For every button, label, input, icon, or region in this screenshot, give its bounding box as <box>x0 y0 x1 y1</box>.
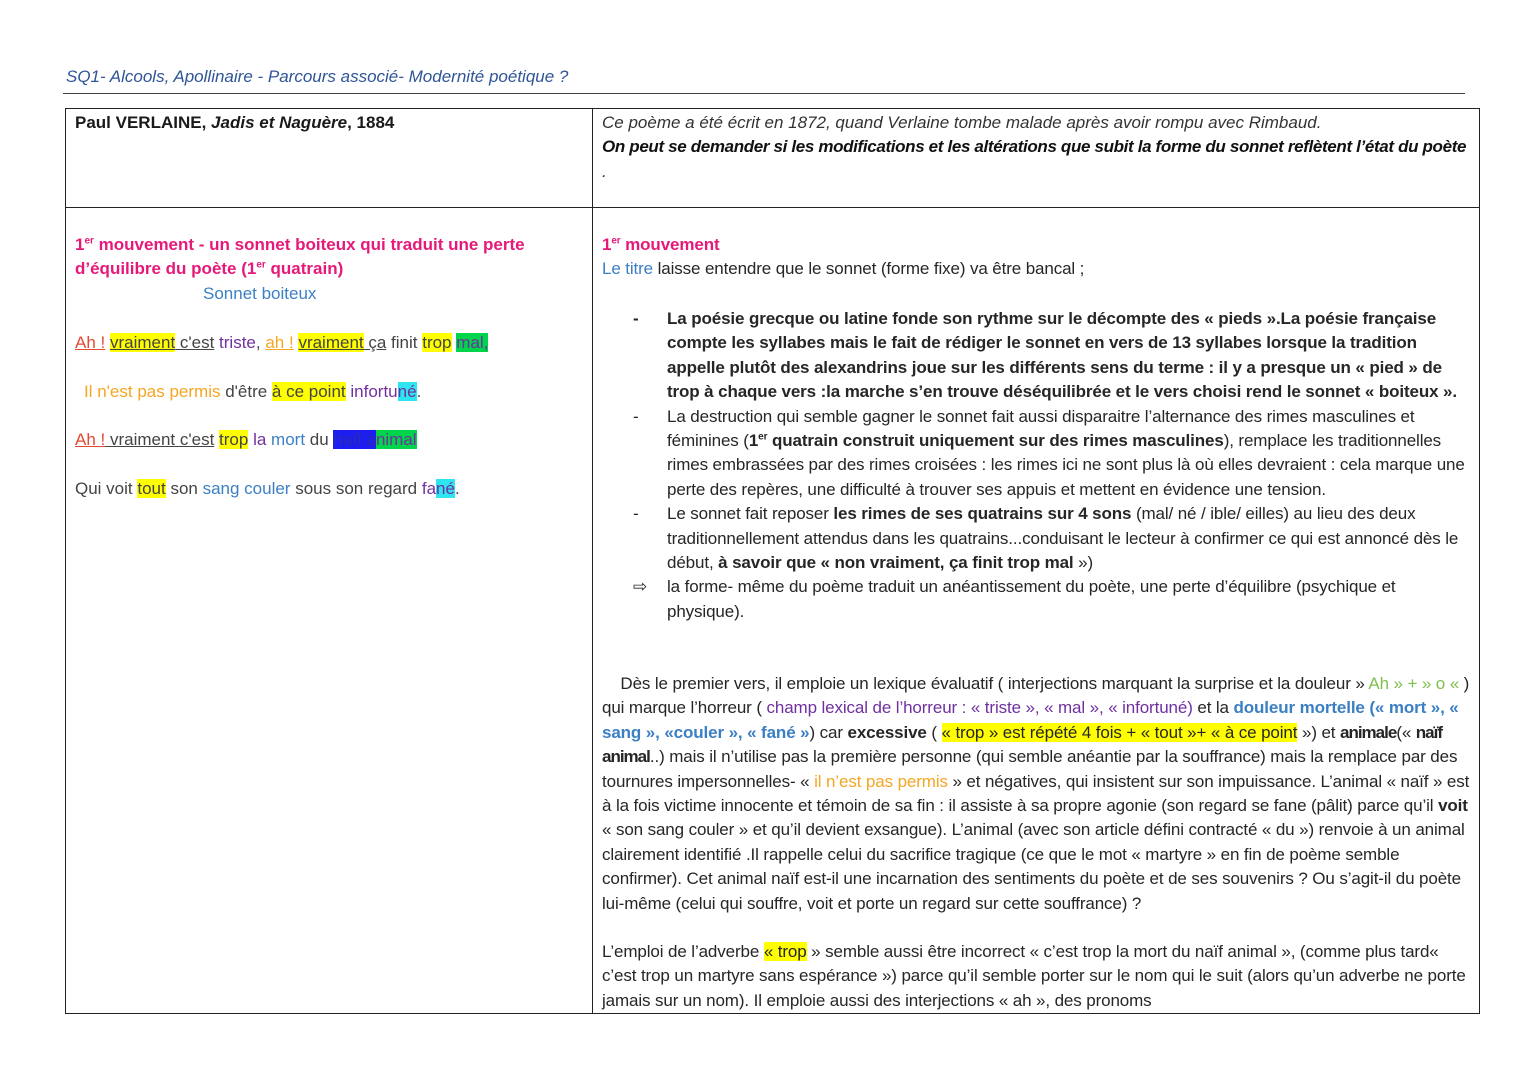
movement-title-sup: er <box>256 259 266 271</box>
title-remark-text: laisse entendre que le sonnet (forme fixe) va être bancal ; <box>653 259 1085 278</box>
movement-number: 1 <box>75 235 85 254</box>
movement-title <box>75 233 595 282</box>
list-item-bold: quatrain construit uniquement sur des rimes masculines <box>767 431 1224 451</box>
verse-word: triste <box>214 333 256 352</box>
verse-word: naïf a <box>333 430 376 449</box>
verse-word: Il n'est pas permis <box>84 382 221 401</box>
list-item <box>602 575 1472 624</box>
para-text: et la <box>1192 698 1234 718</box>
problem-question: On peut se demander si les modifications et les altérations que subit la forme du sonnet reflètent l’état du poète <box>602 137 1467 157</box>
para-text: ..) mais il n’utilise pas la première personne (qui semble anéantie par la souffrance) mais la remplace par des tournures impersonnelles- « <box>602 747 1458 791</box>
movement-title-part-a: mouvement - un sonnet boiteux qui traduit une perte <box>93 235 525 254</box>
verse-word: la <box>248 430 267 449</box>
verse-3 <box>75 428 417 452</box>
subtitle: Sonnet boiteux <box>203 284 317 303</box>
title-remark-label: Le titre <box>602 259 654 278</box>
verse-word: , <box>255 333 266 352</box>
movement-sup: er <box>84 235 94 247</box>
analysis-list <box>602 307 1472 624</box>
list-item-text: ») <box>1073 553 1093 573</box>
verse-word: trop <box>219 430 249 449</box>
analysis-paragraph-1 <box>602 672 1472 916</box>
para-text: ») et <box>1297 722 1340 742</box>
para-bold: excessive <box>847 722 927 742</box>
para-bold: voit <box>1438 796 1468 816</box>
bullet-mark: - <box>633 504 639 524</box>
right-movement-title <box>602 233 720 257</box>
verse-word: ça <box>363 333 387 352</box>
verse-word: à ce point <box>271 382 346 401</box>
verse-word: sous son regard <box>290 479 422 498</box>
para-text: » semble aussi être incorrect « c’est trop la mort du naïf animal », (comme plus tard« c’est trop un martyre sans espérance ») parce qu’il semble porter sur le nom qui le suit (alors qu’un adverbe ne porte jamais sur un nom). Il emploie aussi des interjections « ah », des pronoms <box>602 942 1466 1010</box>
para-bold: naïf animal <box>602 722 1443 767</box>
para-interjections: Ah » + » o « <box>1368 674 1464 693</box>
list-item-text: La destruction qui semble gagner le sonnet fait aussi disparaitre l’alternance des rimes masculines et féminines ( <box>667 406 1415 451</box>
list-item-bold: les rimes de ses quatrains sur 4 sons <box>833 504 1132 524</box>
verse-word: . <box>454 479 460 498</box>
verse-word: c'est <box>175 333 215 352</box>
para-bold: animale <box>1340 722 1397 742</box>
para-text: ) car <box>809 722 848 742</box>
verse-word: son <box>165 479 198 498</box>
course-header: SQ1- Alcools, Apollinaire - Parcours associé- Modernité poétique ? <box>66 67 569 86</box>
movement-title-part-b: d’équilibre du poète (1 <box>75 259 257 279</box>
context-block <box>602 111 1477 184</box>
verse-word: Ah ! <box>75 333 106 352</box>
verse-word: ah ! <box>265 333 294 352</box>
question-dot: . <box>602 161 607 181</box>
verse-word: finit <box>386 333 423 352</box>
para-text: L’emploi de l’adverbe <box>602 942 764 961</box>
para-text: ( <box>926 722 942 742</box>
verse-word: tout <box>137 479 166 498</box>
verse-word: nimal <box>375 430 417 449</box>
verse-word: mal, <box>456 333 489 352</box>
verse-word: né <box>397 382 417 401</box>
work-title: Jadis et Naguère <box>211 113 348 132</box>
verse-word: trop <box>422 333 452 352</box>
para-highlight: « trop <box>763 942 807 961</box>
para-text: (« <box>1396 722 1416 742</box>
verse-word: . <box>416 382 422 401</box>
verse-word: né <box>436 479 455 498</box>
right-movement-number: 1 <box>602 235 612 254</box>
list-item-text: La poésie grecque ou latine fonde son rythme sur le décompte des « pieds ».La poésie française compte les syllabes mais le fait de rédiger le sonnet en vers de 13 syllabes lorsque la tradition appelle plutôt des alexandrins joue sur les différents sens du terme : il y a presque un « pied » de trop à chaque vers :la marche s’en trouve déséquilibrée et le vers choisi rend le sonnet « boiteux ». <box>667 309 1457 402</box>
list-item-text: ), remplace les traditionnelles rimes embrassées par des rimes croisées : les rimes ici ne sont plus là où elles devraient : cela marque une perte des repères, une difficulté à trouver ses appuis et mettent en évidence une tension. <box>667 431 1465 499</box>
verse-word: vraiment <box>109 333 176 352</box>
header-divider <box>63 93 1465 94</box>
right-movement-sup: er <box>611 235 621 247</box>
verse-word: vraiment c'est <box>105 430 215 449</box>
analysis-paragraph-2 <box>602 940 1472 1013</box>
list-item <box>602 307 1472 405</box>
list-item-text: (mal/ né / ible/ eilles) au lieu des deux traditionnellement attendus dans les quatrains...conduisant le lecteur à confirmer ce qui est annoncé dès le début, <box>667 504 1459 573</box>
list-item-sup: er <box>758 431 768 443</box>
right-movement-word: mouvement <box>620 235 720 254</box>
verse-word: vraiment <box>298 333 364 352</box>
verse-word: fa <box>421 479 437 498</box>
para-highlight: « trop » est répété 4 fois + « tout »+ « à ce point <box>941 722 1298 742</box>
table-row-divider <box>65 207 1480 208</box>
verse-4 <box>75 477 460 501</box>
para-lexical-field: champ lexical de l’horreur : « triste », « mal », « infortuné) <box>766 698 1193 718</box>
bullet-mark: - <box>633 309 639 328</box>
verse-word: du <box>305 430 334 449</box>
verse-word: sang couler <box>197 479 291 498</box>
list-item-text: la forme- même du poème traduit un anéantissement du poète, une perte d’équilibre (psychique et physique). <box>667 577 1396 621</box>
arrow-icon: ⇨ <box>633 577 648 597</box>
work-reference <box>75 111 585 135</box>
movement-title-part-c: quatrain) <box>265 259 344 279</box>
para-mortal-pain: douleur mortelle (« mort », « sang », «couler », « fané » <box>602 698 1459 742</box>
list-item-text: Le sonnet fait reposer <box>667 504 834 524</box>
bullet-mark: - <box>633 406 639 426</box>
para-text: « son sang couler » et qu’il devient exsangue). L’animal (avec son article défini contracté « du ») renvoie à un animal clairement identifié .Il rappelle celui du sacrifice tragique (ce que le mot « martyre » en fin de poème semble confirmer). Cet animal naïf est-il une incarnation des sentiments du poète et de ses souvenirs ? Ou s’agit-il du poète lui-même (celui qui souffre, voit et porte un regard sur cette souffrance) ? <box>602 820 1465 913</box>
title-remark <box>602 257 1084 281</box>
verse-word: Qui voit <box>75 479 138 498</box>
verse-word: d'être <box>220 382 272 401</box>
list-item-bold: 1 <box>748 431 759 451</box>
author-name: Paul VERLAINE, <box>75 113 207 132</box>
para-text: » et négatives, qui insistent sur son impuissance. L’animal « naïf » est à la fois victime innocente et témoin de sa fin : il assiste à sa propre agonie (son regard se fane (pâlit) parce qu’il <box>602 771 1470 816</box>
list-item <box>602 405 1472 503</box>
work-year: , 1884 <box>347 113 395 132</box>
verse-word: mort <box>266 430 306 449</box>
verse-2 <box>84 380 421 404</box>
verse-1 <box>75 331 488 355</box>
list-item <box>602 502 1472 575</box>
para-text: Dès le premier vers, il emploie un lexique évaluatif ( interjections marquant la surprise et la douleur » <box>602 674 1369 693</box>
para-impersonal: il n’est pas permis <box>814 771 948 791</box>
context-text: Ce poème a été écrit en 1872, quand Verlaine tombe malade après avoir rompu avec Rimbaud. <box>602 113 1322 132</box>
list-item-bold: à savoir que « non vraiment, ça finit trop mal <box>718 553 1074 573</box>
verse-word: infortu <box>350 382 398 401</box>
verse-word: Ah ! <box>75 430 106 449</box>
para-text: ) qui marque l’horreur ( <box>602 674 1470 718</box>
